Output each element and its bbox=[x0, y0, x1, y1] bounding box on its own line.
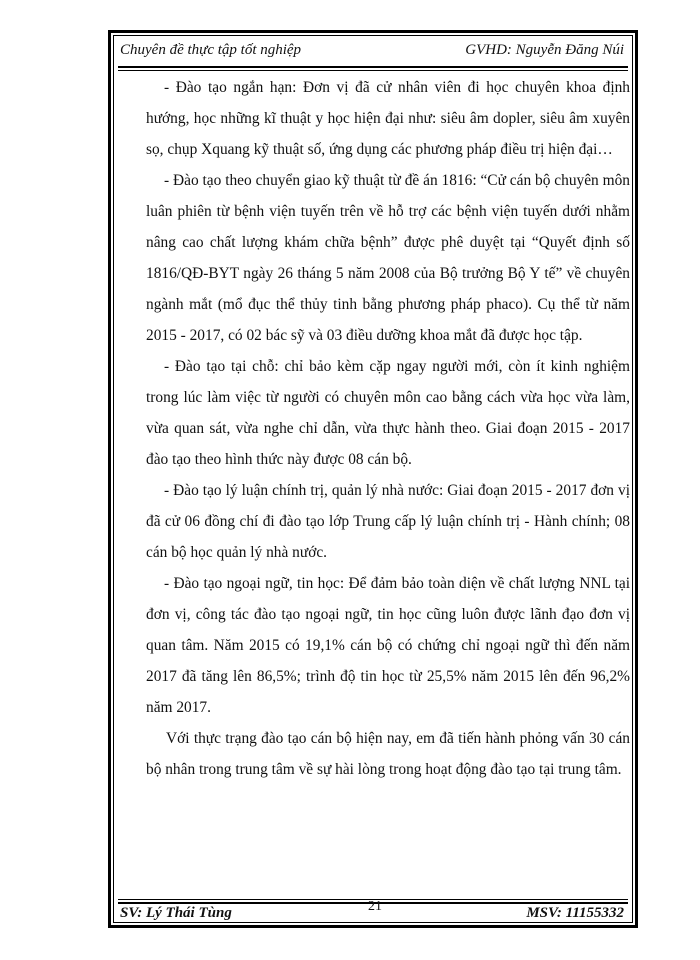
header-rule-thick bbox=[118, 66, 628, 68]
paragraph-language-it-training: - Đào tạo ngoại ngữ, tin học: Để đảm bảo toàn diện về chất lượng NNL tại đơn vị, công tác đào tạo ngoại ngữ, tin học cũng luôn được lãnh đạo đơn vị quan tâm. Năm 2015 có 19,1% cán bộ có chứng chỉ ngoại ngữ thì đến năm 2017 đã tăng lên 86,5%; trình độ tin học từ 25,5% năm 2015 lên đến 96,2% năm 2017. bbox=[146, 575, 630, 716]
header-title: Chuyên đề thực tập tốt nghiệp bbox=[120, 42, 302, 58]
footer-student-id: MSV: 11155332 bbox=[526, 905, 624, 921]
header-advisor: GVHD: Nguyễn Đăng Núi bbox=[465, 42, 624, 58]
page-number: 21 bbox=[368, 899, 382, 914]
paragraph-on-site-training: - Đào tạo tại chỗ: chỉ bảo kèm cặp ngay người mới, còn ít kinh nghiệm trong lúc làm việc từ người có chuyên môn cao bằng cách vừa học vừa làm, vừa quan sát, vừa nghe chỉ dẫn, vừa thực hành theo. Giai đoạn 2015 - 2017 đào tạo theo hình thức này được 08 cán bộ. bbox=[146, 358, 630, 468]
footer-student: SV: Lý Thái Tùng bbox=[120, 905, 232, 921]
paragraph-political-training: - Đào tạo lý luận chính trị, quản lý nhà nước: Giai đoạn 2015 - 2017 đơn vị đã cử 06 đồng chí đi đào tạo lớp Trung cấp lý luận chính trị - Hành chính; 08 cán bộ học quản lý nhà nước. bbox=[146, 482, 630, 561]
header-rule-thin bbox=[118, 70, 628, 71]
body-text bbox=[146, 72, 630, 785]
page-footer bbox=[116, 899, 628, 929]
page-header bbox=[116, 41, 628, 65]
paragraph-short-term-training: - Đào tạo ngắn hạn: Đơn vị đã cử nhân viên đi học chuyên khoa định hướng, học những kĩ thuật y học hiện đại như: siêu âm dopler, siêu âm xuyên sọ, chụp Xquang kỹ thuật số, ứng dụng các phương pháp điều trị hiện đại… bbox=[146, 79, 630, 158]
paragraph-survey: Với thực trạng đào tạo cán bộ hiện nay, em đã tiến hành phỏng vấn 30 cán bộ nhân trong trung tâm về sự hài lòng trong hoạt động đào tạo tại trung tâm. bbox=[146, 730, 630, 778]
paragraph-technology-transfer: - Đào tạo theo chuyển giao kỹ thuật từ đề án 1816: “Cử cán bộ chuyên môn luân phiên từ bệnh viện tuyến trên về hỗ trợ các bệnh viện tuyến dưới nhằm nâng cao chất lượng khám chữa bệnh” được phê duyệt tại “Quyết định số 1816/QĐ-BYT ngày 26 tháng 5 năm 2008 của Bộ trưởng Bộ Y tế” về chuyên ngành mắt (mổ đục thể thủy tinh bằng phương pháp phaco). Cụ thể từ năm 2015 - 2017, có 02 bác sỹ và 03 điều dưỡng khoa mắt đã được học tập. bbox=[146, 172, 630, 344]
